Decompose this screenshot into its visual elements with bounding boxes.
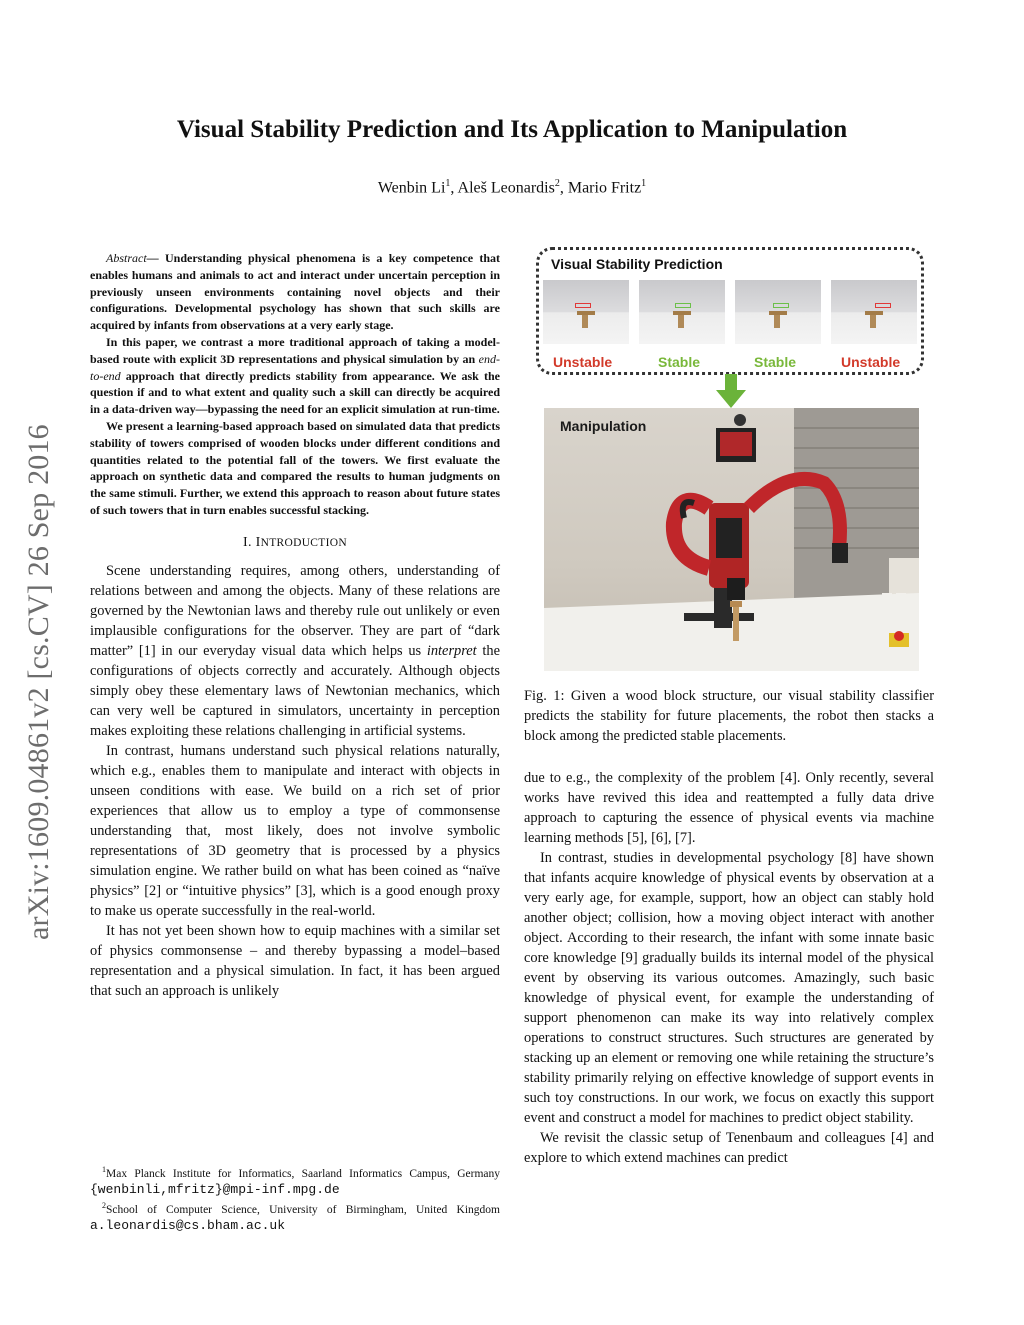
abstract-label: Abstract	[106, 251, 147, 265]
placement-marker	[675, 303, 691, 308]
placement-marker	[875, 303, 891, 308]
body-paragraph: We revisit the classic setup of Tenenbaum and colleagues [4] and explore to which extend machines can predict	[524, 1130, 934, 1166]
stability-label: Unstable	[841, 354, 901, 370]
down-arrow-icon	[716, 374, 746, 408]
body-paragraph: due to e.g., the complexity of the problem [4]. Only recently, several works have revived this idea and reattempted a fully data drive approach to capturing the essence of physical events via machine learning methods [5], [6], [7].	[524, 770, 934, 846]
abstract-paragraph: We present a learning-based approach based on simulated data that predicts stability of towers comprised of wooden blocks under different conditions and quantities related to the potential fall of the towers. We first evaluate the approach on synthetic data and compared the results to human judgments on the same stimuli. Further, we extend this approach to reason about future states of such towers that in turn enables successful stacking.	[90, 418, 500, 517]
stability-label: Unstable	[553, 354, 613, 370]
tower-thumbnail	[543, 280, 629, 344]
arxiv-identifier-stamp: arXiv:1609.04861v2 [cs.CV] 26 Sep 2016	[22, 424, 55, 940]
placement-marker	[575, 303, 591, 308]
stability-label: Stable	[754, 354, 797, 370]
tower-thumbnail	[735, 280, 821, 344]
footnote-marker: 2	[102, 1200, 106, 1210]
figure-caption: Fig. 1: Given a wood block structure, our visual stability classifier predicts the stability for future placements, the robot then stacks a block among the predicted stable placements.	[524, 688, 934, 744]
body-paragraph: In contrast, humans understand such physical relations naturally, which e.g., enables them to manipulate and interact with objects in unseen conditions with ease. We build on a rich set of prior experiences that allow us to employ a type of commonsense understanding that, most likely, does not involve symbolic representations of 3D geometry that is processed by a physics simulation engine. We rather build on what has been coined as “naïve physics” [2] or “intuitive physics” [3], which is a good enough proxy to make us operate successfully in the real-world.	[90, 742, 500, 919]
abstract-text: approach that directly predicts stability from appearance. We ask the question if and to what extent and quality such a skill can directly be acquired in a data-driven way—bypassing the need for an explicit simulation at run-time.	[90, 368, 500, 417]
body-paragraph: It has not yet been shown how to equip machines with a similar set of physics commonsense – and thereby bypassing a model–based representation and a physical simulation. In fact, it has been argued that such an approach is unlikely	[90, 922, 500, 999]
section-number: I.	[243, 534, 252, 550]
abstract-text: Understanding physical phenomena is a key competence that enables humans and animals to act and interact under uncertain perception in previously unseen environments containing novel objects and their configurations. Developmental psychology has shown that such skills are acquired by infants from observations at a very early stage.	[90, 251, 501, 333]
author-name: Aleš Leonardis	[457, 179, 555, 197]
author-list: Wenbin Li$^1$, Aleš Leonardis$^2$, Mario Fritz$^1$	[377, 178, 647, 197]
figure-1	[520, 240, 940, 690]
abstract-emphasis: end-to-end	[90, 351, 500, 383]
footnote	[90, 1198, 500, 1234]
section-title-rest: NTRODUCTION	[260, 536, 347, 549]
body-text: Scene understanding requires, among others, understanding of relations between and among the objects. Many of these relations are governed by the Newtonian laws and thereby rule out unlikely or even implausible configurations for the observer. They are part of “dark matter” [1] in our everyday visual data which helps us	[90, 562, 500, 659]
abstract-paragraph: Abstract— Understanding physical phenomena is a key competence that enables humans and animals to act and interact under uncertain perception in previously unseen environments containing novel objects and their configurations. Developmental psychology has shown that such skills are acquired by infants from observations at a very early stage.	[90, 251, 501, 333]
author-name: Wenbin Li	[377, 179, 446, 197]
footnote-text: Max Planck Institute for Informatics, Saarland Informatics Campus, Germany	[106, 1167, 500, 1180]
footnote-marker: 1	[102, 1165, 106, 1174]
photo-title: Manipulation	[560, 418, 647, 434]
section-title-initial: I	[255, 534, 261, 550]
tower-thumbnail	[639, 280, 725, 344]
abstract-text: In this paper, we contrast a more traditional approach of taking a model-based route with explicit 3D representations and physical simulation by an	[90, 334, 500, 366]
section-heading	[90, 533, 500, 553]
robot-scene-illustration	[544, 408, 919, 671]
right-column	[524, 768, 934, 1168]
left-column	[90, 250, 500, 1001]
affiliation-marker: 2	[554, 178, 560, 189]
stability-label: Stable	[658, 354, 701, 370]
body-text: the configurations of objects correctly and accurately. Although objects simply obey these elementary laws of Newtonian mechanics, which can very well be captured in simulators, uncertainty in perception makes exploiting these relations challenging in artificial systems.	[90, 642, 500, 739]
tower-thumbnail	[831, 280, 917, 344]
abstract-paragraph	[90, 334, 500, 418]
footnote-text: School of Computer Science, University of Birmingham, United Kingdom	[106, 1203, 500, 1216]
panel-title: Visual Stability Prediction	[551, 256, 723, 272]
footnote-email: {wenbinli,mfritz}@mpi-inf.mpg.de	[90, 1181, 340, 1197]
paper-title: Visual Stability Prediction and Its Application to Manipulation	[176, 116, 848, 143]
body-emphasis: interpret	[426, 642, 477, 659]
body-paragraph	[90, 561, 500, 741]
author-name: Mario Fritz	[567, 179, 642, 197]
introduction-body	[90, 561, 500, 1001]
robot-manipulation-photo	[544, 408, 919, 671]
body-paragraph: In contrast, studies in developmental psychology [8] have shown that infants acquire knowledge of physical events by observation at a very early age, for example, support, how an object can stably hold another object; collision, how a moving object interact with another object. According to their research, the infant with some innate basic core knowledge [9] gradually builds its internal model of the physical event by observing its various outcomes. Amazingly, such basic knowledge of physical event, for example the understanding of support phenomenon can make its way into relatively complex operations to construct structures. Such structures are generated by stacking up an element or removing one while retaining the structure’s stability primarily relying on effective knowledge of support events in such toy constructions. In our work, we focus on exactly this support event and construct a model for machines to predict object stability.	[524, 850, 934, 1126]
affiliation-marker: 1	[445, 178, 451, 189]
placement-marker	[773, 303, 789, 308]
visual-stability-prediction-panel	[536, 247, 924, 375]
footnotes	[90, 1162, 500, 1234]
footnote	[90, 1162, 500, 1198]
footnote-email: a.leonardis@cs.bham.ac.uk	[90, 1217, 286, 1233]
affiliation-marker: 1	[641, 178, 647, 189]
abstract	[90, 250, 500, 519]
